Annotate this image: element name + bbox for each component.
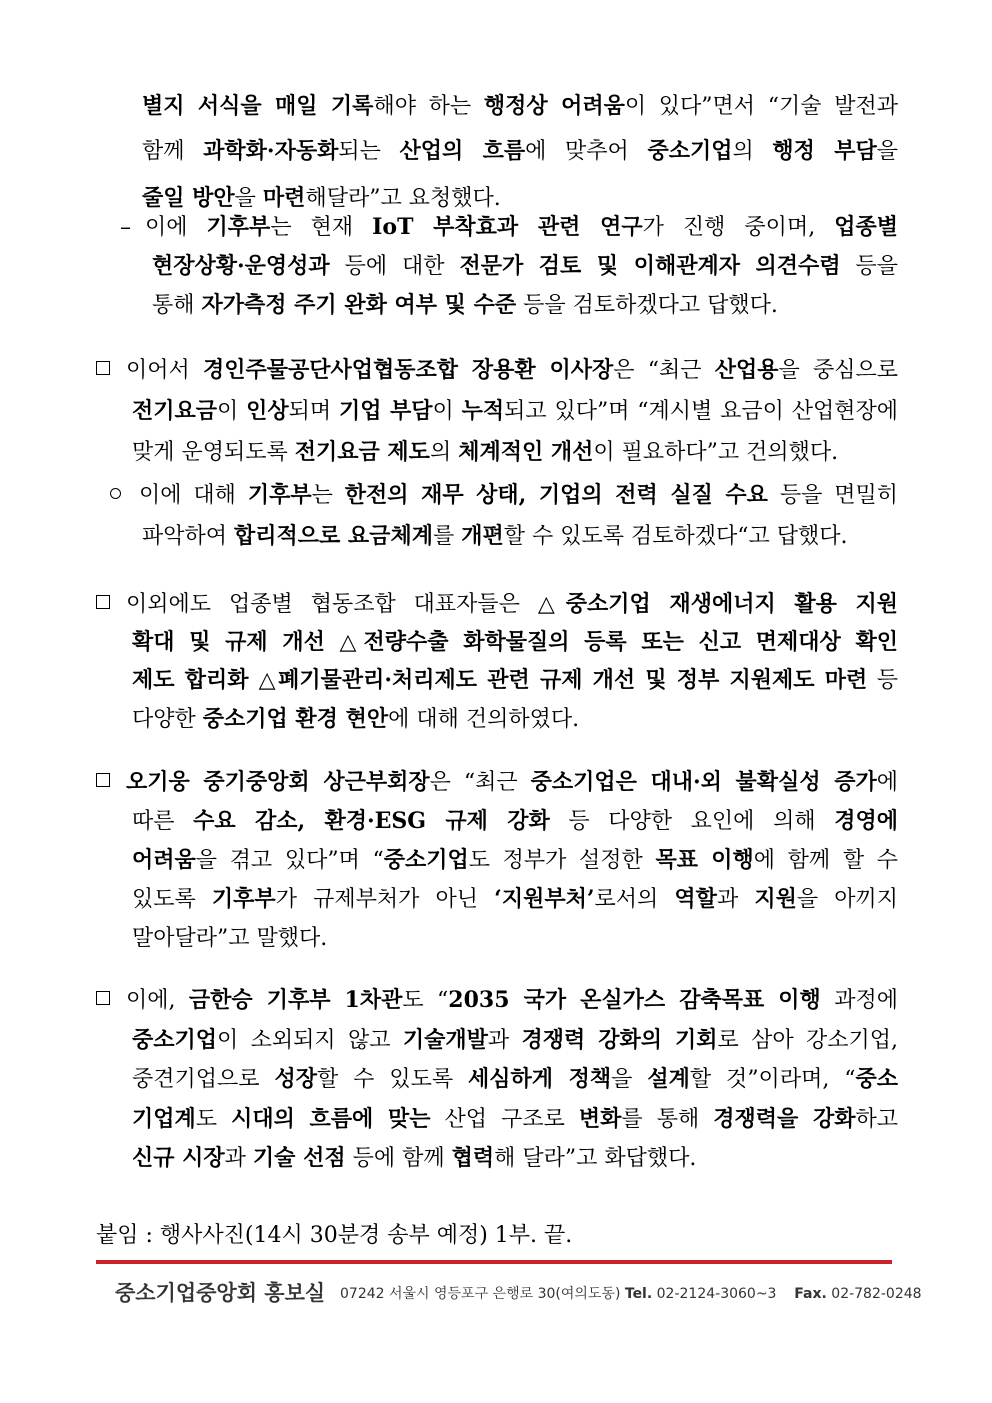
bold-text-segment: 중소기업 <box>383 847 469 873</box>
bold-text-segment: 수요 감소, 환경·ESG 규제 강화 <box>193 808 550 834</box>
paragraph-4-line-1 <box>110 480 898 510</box>
bold-text-segment: 2035 국가 온실가스 감축목표 이행 <box>448 987 821 1013</box>
text-segment: 이에, <box>126 988 189 1013</box>
bold-text-segment: 경영에 <box>834 808 898 834</box>
text-segment: 등 다양한 요인에 의해 <box>549 809 835 834</box>
text-segment: 에 대해 건의하였다. <box>388 707 580 732</box>
text-segment: 에 맞추어 <box>525 139 648 164</box>
bold-text-segment: 마련 <box>262 185 306 211</box>
text-segment: 는 현재 <box>270 215 373 240</box>
bold-text-segment: 누적 <box>461 398 505 424</box>
paragraph-2-line-3 <box>152 290 898 320</box>
paragraph-7-line-4 <box>132 1104 898 1134</box>
bold-text-segment: 개편 <box>461 523 504 549</box>
paragraph-1-line-2 <box>142 136 898 166</box>
text-segment: 을 <box>876 139 898 164</box>
footer-address: 07242 서울시 영등포구 은행로 30(여의도동) <box>340 1286 621 1302</box>
paragraph-6-line-5 <box>132 924 898 954</box>
bold-text-segment: 기업 부담 <box>338 398 433 424</box>
text-segment: 에 함께 할 수 <box>753 848 898 873</box>
bold-text-segment: 경인주물공단사업협동조합 장용환 이사장 <box>202 357 614 383</box>
bold-text-segment: 자가측정 주기 완화 여부 및 수준 <box>201 292 517 318</box>
text-segment: 도 “ <box>402 988 449 1013</box>
bold-text-segment: △중소기업 재생에너지 활용 지원 <box>537 591 898 617</box>
text-segment: 이 있다”면서 “기술 발전과 <box>624 94 899 119</box>
text-segment: 등에 대한 <box>329 254 460 279</box>
footer-fax-label: Fax. <box>794 1286 827 1302</box>
bold-text-segment: 제도 합리화 △폐기물관리·처리제도 관련 규제 개선 및 정부 지원제도 마련 <box>132 667 868 693</box>
text-segment: 이 <box>432 399 462 424</box>
text-segment: 과 <box>224 1146 253 1171</box>
bold-text-segment: 중소기업 <box>647 138 733 164</box>
bold-text-segment: 기업계 <box>132 1106 196 1132</box>
text-segment: 되며 <box>288 399 339 424</box>
paragraph-3-line-1 <box>96 355 898 385</box>
paragraph-7-line-2 <box>132 1025 898 1055</box>
bold-text-segment: 변화 <box>578 1106 622 1132</box>
text-segment: 할 수 있도록 <box>316 1067 469 1092</box>
text-segment: 등을 <box>840 254 898 279</box>
text-segment: 이에 대해 <box>139 483 248 508</box>
bold-text-segment: 한전의 재무 상태, 기업의 전력 실질 수요 <box>344 482 768 508</box>
bold-text-segment: 중소기업 <box>132 1027 218 1053</box>
bold-text-segment: 금한승 기후부 1차관 <box>188 987 403 1013</box>
text-segment: 해달라”고 요청했다. <box>305 186 501 211</box>
text-segment: 의 <box>429 440 459 465</box>
text-segment: 은 “최근 <box>613 358 715 383</box>
footer-organization: 중소기업중앙회 홍보실 <box>115 1281 326 1305</box>
text-segment: 따른 <box>132 809 194 834</box>
bold-text-segment: 전기요금 제도 <box>294 439 430 465</box>
text-segment: 은 “최근 <box>429 770 531 795</box>
bold-text-segment: 기술개발 <box>402 1027 488 1053</box>
text-segment: 등을 면밀히 <box>767 483 899 508</box>
text-segment: 를 통해 <box>621 1107 714 1132</box>
text-segment: 과정에 <box>820 988 898 1013</box>
text-segment: 이어서 <box>126 358 203 383</box>
text-segment: 이 <box>217 399 247 424</box>
text-segment: 등에 함께 <box>345 1146 452 1171</box>
text-segment: 도 정부가 설정한 <box>468 848 656 873</box>
bold-text-segment: 지원 <box>754 886 797 912</box>
text-segment: 할 수 있도록 검토하겠다“고 답했다. <box>503 524 848 549</box>
text-segment: 는 <box>311 483 345 508</box>
text-segment: 과 <box>487 1028 522 1053</box>
bold-text-segment: 기술 선점 <box>252 1145 346 1171</box>
bold-text-segment: 오기웅 중기중앙회 상근부회장 <box>126 769 430 795</box>
text-segment: 이 소외되지 않고 <box>217 1028 403 1053</box>
bold-text-segment: 산업의 흐름 <box>399 138 526 164</box>
text-segment: 을 <box>234 186 263 211</box>
bold-text-segment: 경쟁력을 강화 <box>713 1106 856 1132</box>
bold-text-segment: 전기요금 <box>132 398 218 424</box>
paragraph-7-line-3 <box>132 1064 898 1094</box>
bold-text-segment: 기후부 <box>206 214 271 240</box>
text-segment: 과 <box>716 887 755 912</box>
text-segment: 할 것”이라며, “ <box>689 1067 856 1092</box>
text-segment: 있도록 <box>132 887 212 912</box>
bold-text-segment: 전문가 검토 및 이해관계자 의견수렴 <box>459 253 841 279</box>
paragraph-5-line-1 <box>96 589 898 619</box>
bold-text-segment: 기후부 <box>211 886 276 912</box>
bold-text-segment: 중소 <box>855 1066 899 1092</box>
text-segment: 등을 검토하겠다고 답했다. <box>516 293 778 318</box>
text-segment: 가 규제부처가 아닌 <box>275 887 495 912</box>
text-segment: 을 아끼지 <box>796 887 899 912</box>
bold-text-segment: IoT 부착효과 관련 연구 <box>372 214 643 240</box>
bold-text-segment: 중소기업은 대내·외 불확실성 증가 <box>530 769 877 795</box>
paragraph-2-line-1 <box>120 212 898 242</box>
paragraph-5-line-2 <box>132 627 898 657</box>
text-segment: 다양한 <box>132 707 203 732</box>
paragraph-5-line-4 <box>132 704 898 734</box>
text-segment: 되고 있다”며 “계시별 요금이 산업현장에 <box>504 399 898 424</box>
bold-text-segment: 업종별 <box>834 214 898 240</box>
paragraph-1-line-3 <box>142 183 898 213</box>
text-segment: 파악하여 <box>142 524 235 549</box>
text-segment: 를 <box>432 524 462 549</box>
text-segment: 되는 <box>338 139 400 164</box>
dash-bullet: – <box>120 215 131 240</box>
footer-tel: 02-2124-3060~3 <box>656 1286 777 1302</box>
text-segment: 도 <box>195 1107 232 1132</box>
square-bullet-icon <box>96 991 110 1005</box>
bold-text-segment: 줄일 방안 <box>142 185 235 211</box>
text-segment: 해 달라”고 화답했다. <box>494 1146 697 1171</box>
paragraph-6-line-4 <box>132 884 898 914</box>
text-segment: 말아달라”고 말했다. <box>132 926 328 951</box>
text-segment: 등 <box>867 668 899 693</box>
paragraph-7-line-1 <box>96 985 898 1015</box>
bold-text-segment: 산업용 <box>714 357 779 383</box>
text-segment: 이에 <box>145 215 207 240</box>
bold-text-segment: ‘지원부처’ <box>494 886 595 912</box>
bold-text-segment: 별지 서식을 매일 기록 <box>142 93 374 119</box>
bold-text-segment: 시대의 흐름에 맞는 <box>231 1106 431 1132</box>
text-segment: 을 겪고 있다”며 “ <box>195 848 384 873</box>
text-segment: 해야 하는 <box>373 94 484 119</box>
paragraph-3-line-3 <box>132 437 898 467</box>
paragraph-4-line-2 <box>142 521 898 551</box>
bold-text-segment: 과학화·자동화 <box>203 138 339 164</box>
paragraph-7-line-5 <box>132 1143 898 1173</box>
footer-contact <box>340 1282 922 1306</box>
square-bullet-icon <box>96 773 110 787</box>
text-segment: 로 삼아 강소기업, <box>717 1028 898 1053</box>
paragraph-6-line-1 <box>96 767 898 797</box>
attachment-note: 붙임 : 행사사진(14시 30분경 송부 예정) 1부. 끝. <box>96 1223 573 1248</box>
bold-text-segment: 확대 및 규제 개선 △전량수출 화학물질의 등록 또는 신고 면제대상 확인 <box>132 629 898 655</box>
bold-text-segment: 현장상황·운영성과 <box>152 253 330 279</box>
bold-text-segment: 어려움 <box>132 847 196 873</box>
bold-text-segment: 인상 <box>246 398 289 424</box>
text-segment: 을 <box>611 1067 648 1092</box>
paragraph-5-line-3 <box>132 665 898 695</box>
bold-text-segment: 설계 <box>647 1066 690 1092</box>
paragraph-3-line-2 <box>132 396 898 426</box>
bold-text-segment: 중소기업 환경 현안 <box>202 706 389 732</box>
text-segment: 가 진행 중이며, <box>642 215 835 240</box>
bold-text-segment: 경쟁력 강화의 기회 <box>521 1027 718 1053</box>
text-segment: 에 <box>876 770 898 795</box>
text-segment: 로서의 <box>594 887 675 912</box>
text-segment: 산업 구조로 <box>430 1107 579 1132</box>
text-segment: 하고 <box>855 1107 898 1132</box>
footer-fax: 02-782-0248 <box>831 1286 922 1302</box>
square-bullet-icon <box>96 361 110 375</box>
bold-text-segment: 신규 시장 <box>132 1145 225 1171</box>
paragraph-1-line-1 <box>142 91 898 121</box>
text-segment: 이외에도 업종별 협동조합 대표자들은 <box>126 592 538 617</box>
paragraph-6-line-3 <box>132 845 898 875</box>
bold-text-segment: 협력 <box>451 1145 495 1171</box>
bold-text-segment: 역할 <box>674 886 717 912</box>
text-segment: 맞게 운영되도록 <box>132 440 295 465</box>
text-segment: 이 필요하다”고 건의했다. <box>593 440 839 465</box>
footer-tel-label: Tel. <box>624 1286 653 1302</box>
bold-text-segment: 합리적으로 요금체계 <box>234 523 433 549</box>
bold-text-segment: 세심하게 정책 <box>468 1066 612 1092</box>
bold-text-segment: 행정 부담 <box>772 138 877 164</box>
text-segment: 의 <box>732 139 773 164</box>
bold-text-segment: 기후부 <box>247 482 312 508</box>
bold-text-segment: 목표 이행 <box>655 847 754 873</box>
paragraph-6-line-2 <box>132 806 898 836</box>
bold-text-segment: 체계적인 개선 <box>458 439 594 465</box>
square-bullet-icon <box>96 595 110 609</box>
circle-bullet-icon <box>110 488 121 499</box>
bold-text-segment: 행정상 어려움 <box>483 93 625 119</box>
text-segment: 함께 <box>142 139 204 164</box>
text-segment: 통해 <box>152 293 202 318</box>
text-segment: 중견기업으로 <box>132 1067 275 1092</box>
paragraph-2-line-2 <box>152 251 898 281</box>
bold-text-segment: 성장 <box>274 1066 317 1092</box>
text-segment: 을 중심으로 <box>778 358 898 383</box>
footer-divider <box>96 1260 892 1264</box>
